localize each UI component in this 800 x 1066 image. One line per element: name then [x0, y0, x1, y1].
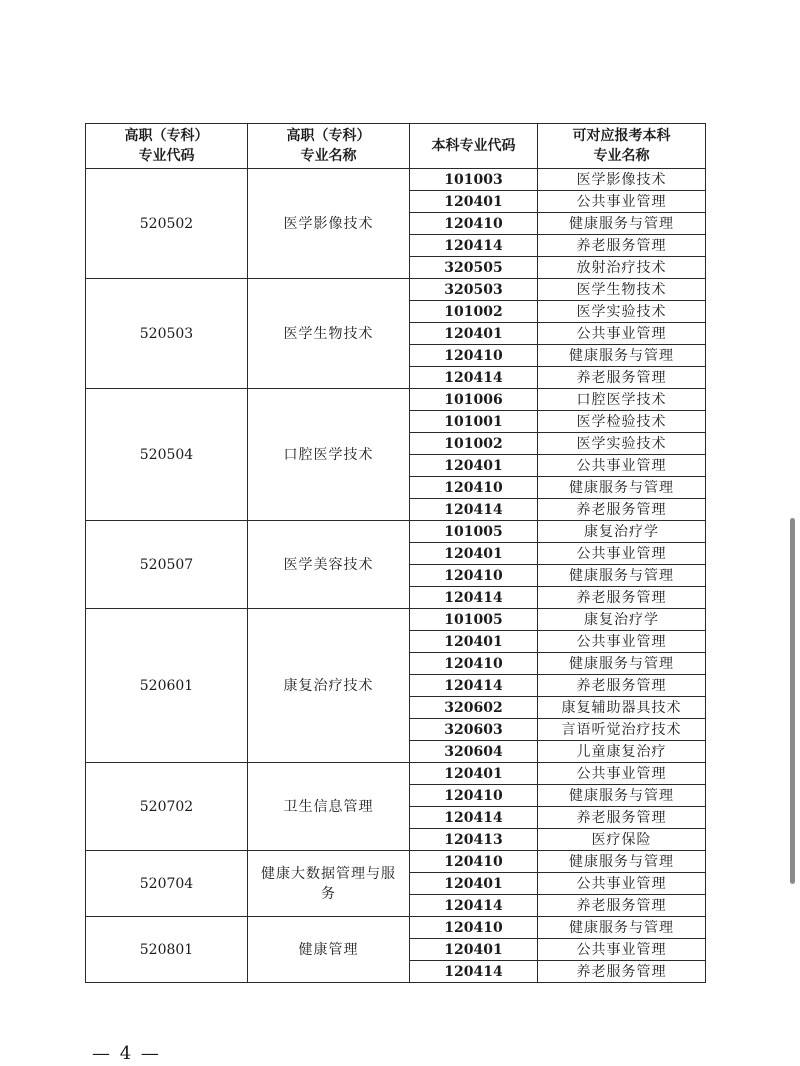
vocational-name-cell: 健康大数据管理与服务: [248, 851, 410, 917]
vocational-name-cell: 医学影像技术: [248, 169, 410, 279]
bachelor-code-cell: 320603: [410, 719, 538, 741]
header-vocational-code: [86, 124, 248, 169]
header-bachelor-name: [538, 124, 706, 169]
table-row: [86, 609, 706, 631]
bachelor-code-cell: 120414: [410, 675, 538, 697]
bachelor-code-cell: 320505: [410, 257, 538, 279]
bachelor-name-cell: 健康服务与管理: [538, 345, 706, 367]
vocational-name-cell: 健康管理: [248, 917, 410, 983]
bachelor-name-cell: 健康服务与管理: [538, 653, 706, 675]
bachelor-code-cell: 101005: [410, 609, 538, 631]
bachelor-name-cell: 养老服务管理: [538, 807, 706, 829]
bachelor-code-cell: 120410: [410, 653, 538, 675]
bachelor-name-cell: 医疗保险: [538, 829, 706, 851]
vocational-name-cell: 口腔医学技术: [248, 389, 410, 521]
vocational-code-cell: 520503: [86, 279, 248, 389]
bachelor-name-cell: 养老服务管理: [538, 895, 706, 917]
bachelor-name-cell: 公共事业管理: [538, 323, 706, 345]
bachelor-code-cell: 120413: [410, 829, 538, 851]
bachelor-name-cell: 医学实验技术: [538, 433, 706, 455]
bachelor-code-cell: 120401: [410, 763, 538, 785]
vocational-code-cell: 520702: [86, 763, 248, 851]
vocational-code-cell: 520502: [86, 169, 248, 279]
vocational-code-cell: 520504: [86, 389, 248, 521]
header-bachelor-code-text: 本科专业代码: [431, 138, 516, 154]
vocational-code-cell: 520801: [86, 917, 248, 983]
vocational-name-cell: 康复治疗技术: [248, 609, 410, 763]
bachelor-code-cell: 120410: [410, 785, 538, 807]
bachelor-code-cell: 320503: [410, 279, 538, 301]
bachelor-name-cell: 公共事业管理: [538, 543, 706, 565]
bachelor-name-cell: 养老服务管理: [538, 675, 706, 697]
table-body: [86, 169, 706, 983]
vocational-name-cell: 医学生物技术: [248, 279, 410, 389]
bachelor-name-cell: 养老服务管理: [538, 587, 706, 609]
table-row: [86, 521, 706, 543]
vocational-code-cell: 520704: [86, 851, 248, 917]
bachelor-code-cell: 101001: [410, 411, 538, 433]
header-vocational-code-text: 高职（专科） 专业代码: [124, 128, 209, 164]
bachelor-code-cell: 120414: [410, 961, 538, 983]
bachelor-name-cell: 言语听觉治疗技术: [538, 719, 706, 741]
bachelor-name-cell: 医学实验技术: [538, 301, 706, 323]
bachelor-name-cell: 儿童康复治疗: [538, 741, 706, 763]
header-bachelor-code: [410, 124, 538, 169]
bachelor-name-cell: 健康服务与管理: [538, 565, 706, 587]
bachelor-code-cell: 320604: [410, 741, 538, 763]
header-vocational-name: [248, 124, 410, 169]
page-number: — 4 —: [92, 1043, 161, 1064]
bachelor-code-cell: 120410: [410, 213, 538, 235]
bachelor-name-cell: 养老服务管理: [538, 499, 706, 521]
bachelor-name-cell: 公共事业管理: [538, 455, 706, 477]
bachelor-name-cell: 健康服务与管理: [538, 917, 706, 939]
major-mapping-table: [85, 123, 706, 983]
table-row: [86, 169, 706, 191]
table-row: [86, 279, 706, 301]
bachelor-code-cell: 101006: [410, 389, 538, 411]
bachelor-name-cell: 公共事业管理: [538, 191, 706, 213]
bachelor-name-cell: 医学检验技术: [538, 411, 706, 433]
bachelor-name-cell: 养老服务管理: [538, 235, 706, 257]
bachelor-code-cell: 120414: [410, 895, 538, 917]
bachelor-name-cell: 公共事业管理: [538, 939, 706, 961]
bachelor-name-cell: 健康服务与管理: [538, 213, 706, 235]
bachelor-code-cell: 101005: [410, 521, 538, 543]
bachelor-name-cell: 养老服务管理: [538, 367, 706, 389]
bachelor-name-cell: 养老服务管理: [538, 961, 706, 983]
vocational-name-cell: 医学美容技术: [248, 521, 410, 609]
bachelor-code-cell: 120410: [410, 345, 538, 367]
header-row: [86, 124, 706, 169]
bachelor-name-cell: 健康服务与管理: [538, 851, 706, 873]
bachelor-code-cell: 120401: [410, 543, 538, 565]
header-bachelor-name-text: 可对应报考本科 专业名称: [572, 128, 671, 164]
bachelor-code-cell: 101002: [410, 433, 538, 455]
bachelor-code-cell: 101003: [410, 169, 538, 191]
bachelor-code-cell: 120414: [410, 235, 538, 257]
bachelor-code-cell: 120410: [410, 917, 538, 939]
table-header: [86, 124, 706, 169]
table-row: [86, 389, 706, 411]
bachelor-code-cell: 120401: [410, 939, 538, 961]
bachelor-name-cell: 康复治疗学: [538, 521, 706, 543]
table-row: [86, 851, 706, 873]
bachelor-code-cell: 120401: [410, 323, 538, 345]
bachelor-name-cell: 康复治疗学: [538, 609, 706, 631]
bachelor-code-cell: 120410: [410, 851, 538, 873]
vocational-name-cell: 卫生信息管理: [248, 763, 410, 851]
bachelor-code-cell: 120410: [410, 565, 538, 587]
vocational-code-cell: 520507: [86, 521, 248, 609]
bachelor-name-cell: 口腔医学技术: [538, 389, 706, 411]
table-row: [86, 763, 706, 785]
scrollbar[interactable]: [790, 518, 795, 884]
bachelor-code-cell: 120401: [410, 631, 538, 653]
bachelor-name-cell: 公共事业管理: [538, 763, 706, 785]
bachelor-code-cell: 101002: [410, 301, 538, 323]
bachelor-name-cell: 公共事业管理: [538, 873, 706, 895]
bachelor-code-cell: 120401: [410, 873, 538, 895]
bachelor-code-cell: 120410: [410, 477, 538, 499]
bachelor-name-cell: 医学生物技术: [538, 279, 706, 301]
bachelor-name-cell: 健康服务与管理: [538, 785, 706, 807]
vocational-code-cell: 520601: [86, 609, 248, 763]
header-vocational-name-text: 高职（专科） 专业名称: [286, 128, 371, 164]
bachelor-code-cell: 120401: [410, 455, 538, 477]
bachelor-code-cell: 120414: [410, 367, 538, 389]
bachelor-code-cell: 320602: [410, 697, 538, 719]
bachelor-name-cell: 健康服务与管理: [538, 477, 706, 499]
table-row: [86, 917, 706, 939]
bachelor-name-cell: 公共事业管理: [538, 631, 706, 653]
bachelor-code-cell: 120414: [410, 587, 538, 609]
bachelor-code-cell: 120414: [410, 499, 538, 521]
bachelor-code-cell: 120401: [410, 191, 538, 213]
bachelor-code-cell: 120414: [410, 807, 538, 829]
bachelor-name-cell: 放射治疗技术: [538, 257, 706, 279]
bachelor-name-cell: 康复辅助器具技术: [538, 697, 706, 719]
bachelor-name-cell: 医学影像技术: [538, 169, 706, 191]
